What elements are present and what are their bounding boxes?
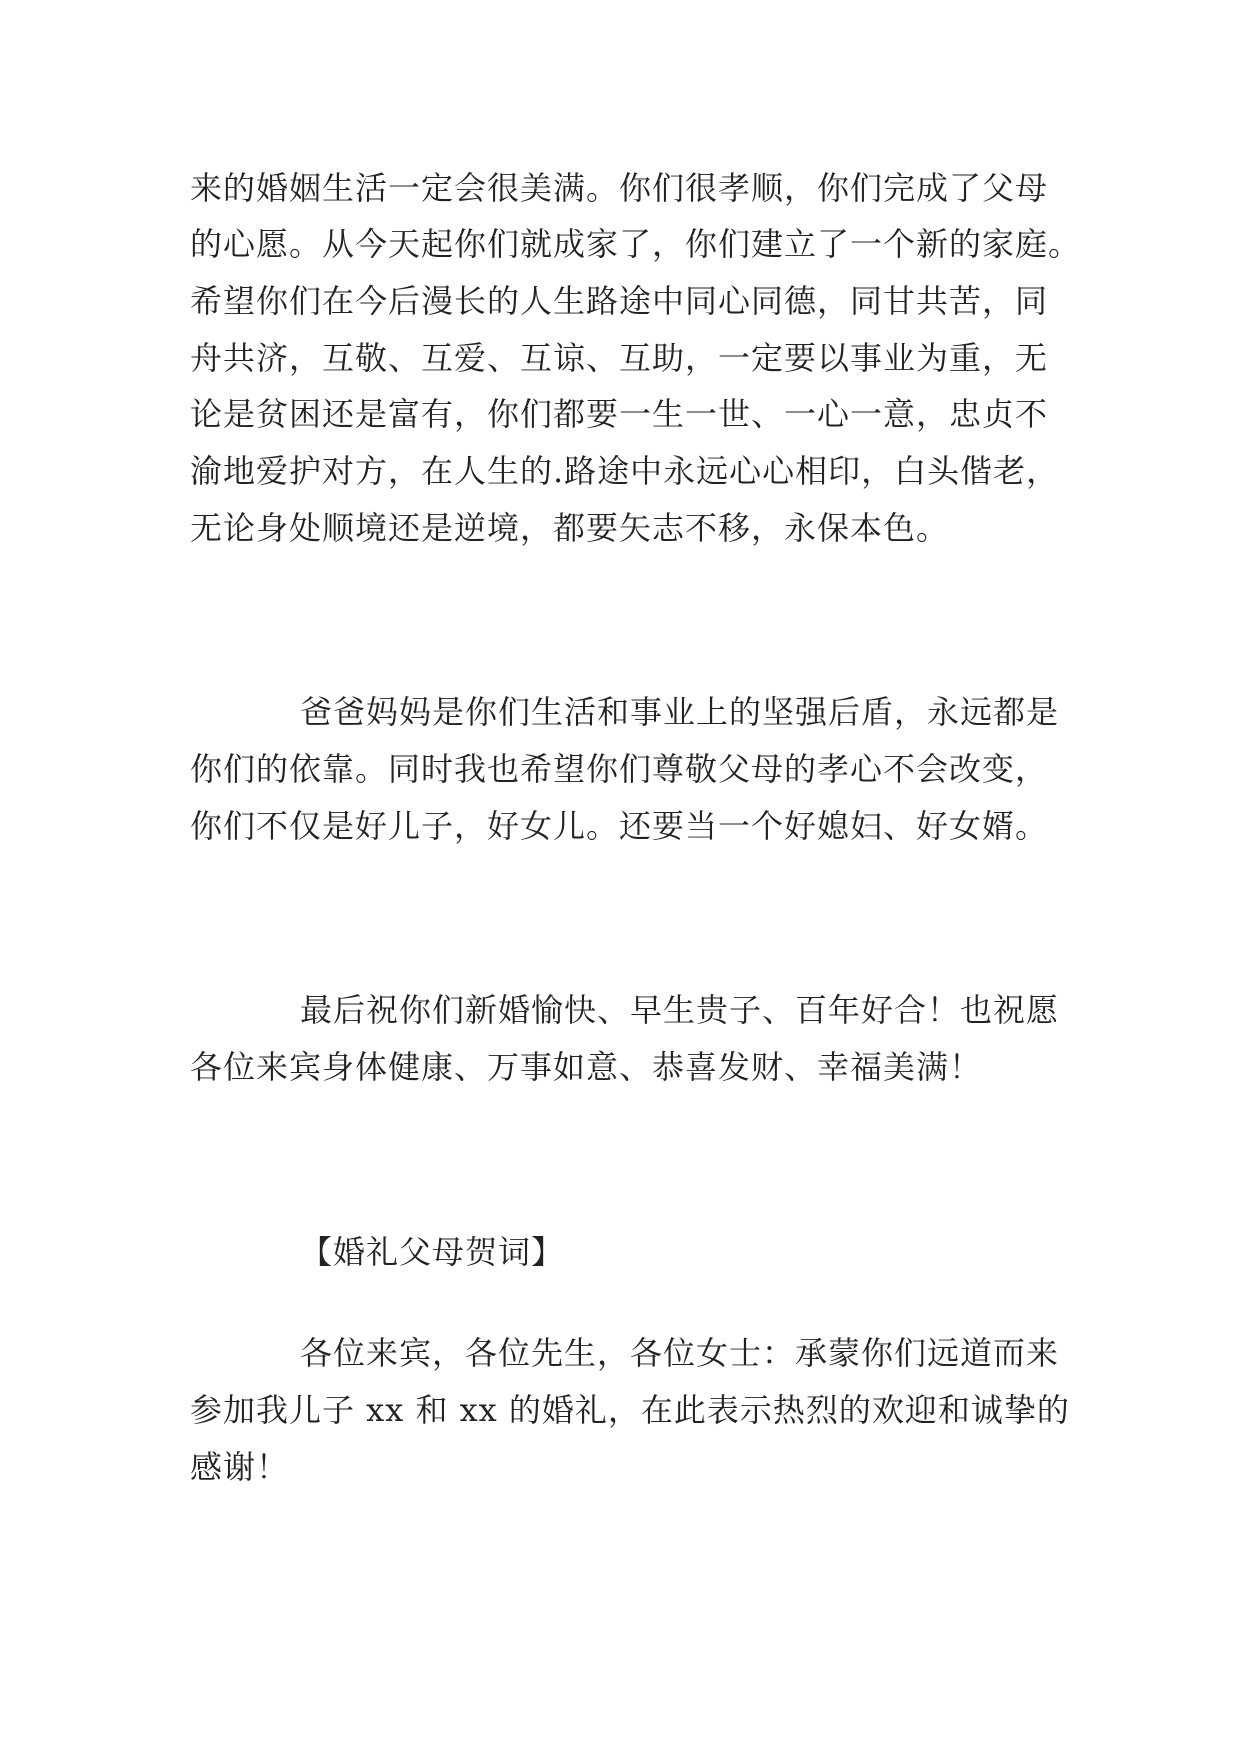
paragraph-3-line-1: 最后祝你们新婚愉快、早生贵子、百年好合！也祝愿 [300,991,1060,1029]
paragraph-1-line-5: 论是贫困还是富有，你们都要一生一世、一心一意，忠贞不 [190,395,1049,433]
paragraph-2-line-3: 你们不仅是好儿子，好女儿。还要当一个好媳妇、好女婿。 [190,807,1049,845]
paragraph-1-line-7: 无论身处顺境还是逆境，都要矢志不移，永保本色。 [190,509,950,547]
paragraph-1-line-1: 来的婚姻生活一定会很美满。你们很孝顺，你们完成了父母 [190,169,1049,207]
paragraph-2-line-1: 爸爸妈妈是你们生活和事业上的坚强后盾，永远都是 [300,693,1060,731]
paragraph-4-line-2: 参加我儿子 xx 和 xx 的婚礼，在此表示热烈的欢迎和诚挚的 [190,1391,1070,1429]
paragraph-2-line-2: 你们的依靠。同时我也希望你们尊敬父母的孝心不会改变， [190,750,1049,788]
section-heading: 【婚礼父母贺词】 [300,1233,565,1271]
paragraph-1-line-2: 的心愿。从今天起你们就成家了，你们建立了一个新的家庭。 [190,225,1082,263]
paragraph-1-line-4: 舟共济，互敬、互爱、互谅、互助，一定要以事业为重，无 [190,339,1049,377]
paragraph-1-line-3: 希望你们在今后漫长的人生路途中同心同德，同甘共苦，同 [190,282,1049,320]
paragraph-1-line-6: 渝地爱护对方，在人生的.路途中永远心心相印，白头偕老， [190,452,1060,490]
paragraph-4-line-1: 各位来宾，各位先生，各位女士：承蒙你们远道而来 [300,1334,1060,1372]
paragraph-3-line-2: 各位来宾身体健康、万事如意、恭喜发财、幸福美满！ [190,1048,983,1086]
paragraph-4-line-3: 感谢！ [190,1448,290,1486]
